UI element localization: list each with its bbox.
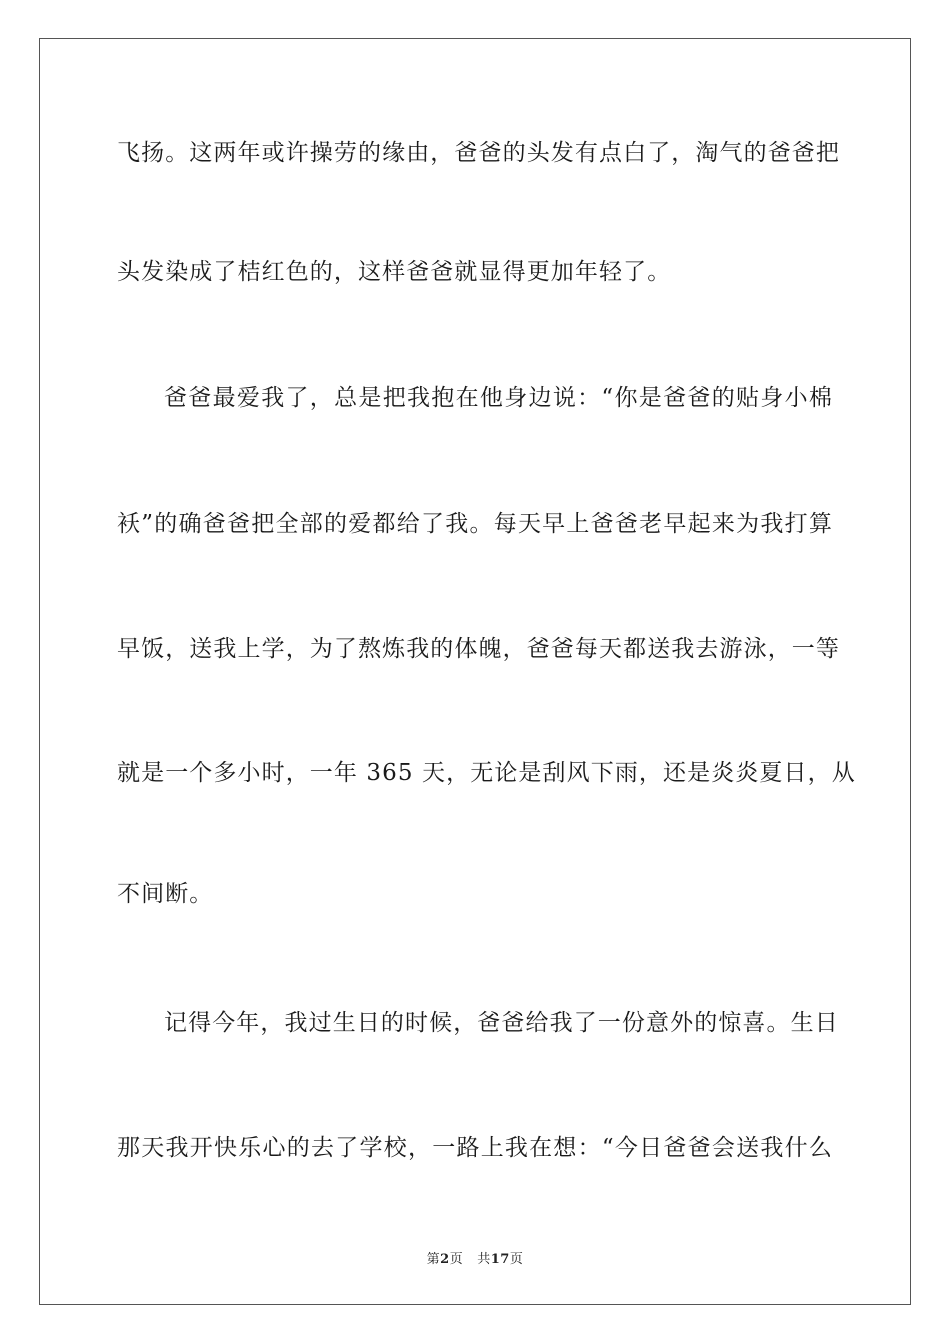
text-line-4: 袄”的确爸爸把全部的爱都给了我。每天早上爸爸老早起来为我打算 [117, 511, 833, 537]
page-border [39, 38, 911, 1305]
page-prefix: 第 [426, 1252, 441, 1267]
total-suffix: 页 [509, 1252, 524, 1267]
text-line-3: 爸爸最爱我了，总是把我抱在他身边说：“你是爸爸的贴身小棉 [164, 385, 833, 411]
page-number: 2 [440, 1252, 450, 1267]
text-line-2: 头发染成了桔红色的，这样爸爸就显得更加年轻了。 [117, 259, 672, 285]
page-suffix: 页 [449, 1252, 464, 1267]
page-footer [0, 1248, 950, 1267]
total-prefix: 共 [477, 1252, 491, 1267]
text-line-5: 早饭，送我上学，为了熬炼我的体魄，爸爸每天都送我去游泳，一等 [117, 636, 840, 662]
text-line-8: 记得今年，我过生日的时候，爸爸给我了一份意外的惊喜。生日 [164, 1010, 839, 1036]
text-line-7: 不间断。 [117, 881, 214, 907]
text-line-9: 那天我开快乐心的去了学校，一路上我在想：“今日爸爸会送我什么 [117, 1135, 833, 1161]
text-line-1: 飞扬。这两年或许操劳的缘由，爸爸的头发有点白了，淘气的爸爸把 [117, 140, 840, 166]
total-pages: 17 [490, 1252, 510, 1267]
text-line-6: 就是一个多小时，一年 365 天，无论是刮风下雨，还是炎炎夏日，从 [117, 760, 856, 786]
